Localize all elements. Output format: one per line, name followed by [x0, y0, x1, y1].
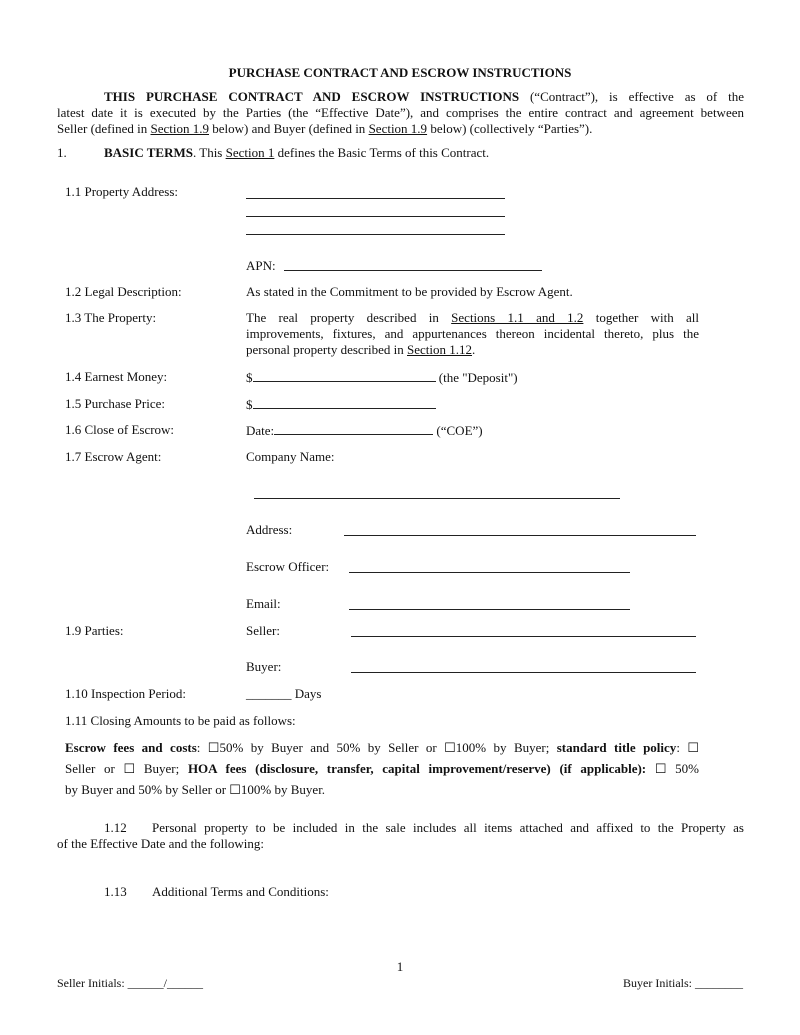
fees-line-2-a: Seller or ☐ Buyer;	[65, 761, 188, 776]
basic-terms-heading: BASIC TERMS	[104, 145, 193, 160]
the-property-line-3	[246, 342, 475, 358]
inspection-period-field	[246, 686, 321, 702]
earnest-money-blank[interactable]	[253, 369, 436, 382]
the-property-line-2: improvements, fixtures, and appurtenances thereon incidental thereto, plus the	[246, 326, 699, 341]
earnest-money-field	[246, 369, 518, 386]
sections-1-1-1-2-link: Sections 1.1 and 1.2	[451, 310, 584, 325]
apn-label: APN:	[246, 258, 276, 273]
item-1-12-line-2: of the Effective Date and the following:	[57, 836, 264, 851]
legal-description-value: As stated in the Commitment to be provided by Escrow Agent.	[246, 284, 573, 299]
escrow-fees-options: : ☐50% by Buyer and 50% by Seller or ☐100% by Buyer;	[196, 740, 557, 755]
title-policy-heading: standard title policy	[556, 740, 677, 755]
item-1-12-number: 1.12	[104, 820, 127, 835]
section-1-9-link-1: Section 1.9	[150, 121, 209, 136]
escrow-officer-line[interactable]	[349, 572, 630, 573]
email-label: Email:	[246, 596, 281, 611]
earnest-money-suffix: (the "Deposit")	[435, 370, 518, 385]
intro-line-1-rest: (“Contract”), is effective as of the	[519, 89, 744, 104]
coe-suffix: (“COE”)	[433, 423, 483, 438]
address-label: Address:	[246, 522, 293, 537]
coe-date-blank[interactable]	[274, 422, 433, 435]
document-title: PURCHASE CONTRACT AND ESCROW INSTRUCTIONS	[228, 65, 572, 80]
section-1-heading	[104, 145, 489, 161]
item-1-13-text: Additional Terms and Conditions:	[152, 884, 329, 899]
seller-label: Seller:	[246, 623, 280, 638]
the-property-line-1	[246, 310, 699, 326]
the-property-label: 1.3 The Property:	[65, 310, 157, 325]
inspection-period-label: 1.10 Inspection Period:	[65, 686, 186, 701]
seller-line[interactable]	[351, 636, 696, 637]
fees-line-1	[65, 740, 699, 756]
section-1-link: Section 1	[225, 145, 275, 160]
legal-description-label: 1.2 Legal Description:	[65, 284, 182, 299]
the-property-l3-b: .	[472, 342, 476, 357]
property-address-line-2[interactable]	[246, 216, 505, 217]
intro-lead: THIS PURCHASE CONTRACT AND ESCROW INSTRUCTIONS	[104, 89, 520, 104]
escrow-officer-label: Escrow Officer:	[246, 559, 330, 574]
close-of-escrow-label: 1.6 Close of Escrow:	[65, 422, 175, 437]
section-1-text-a: . This	[192, 145, 226, 160]
section-1-9-link-2: Section 1.9	[368, 121, 428, 136]
closing-amounts-label: 1.11 Closing Amounts to be paid as follows:	[65, 713, 296, 728]
page-number: 1	[396, 959, 404, 974]
escrow-agent-label: 1.7 Escrow Agent:	[65, 449, 162, 464]
property-address-line-3[interactable]	[246, 234, 505, 235]
intro-line-2: latest date it is executed by the Parties (the “Effective Date”), and comprises the entire contract and agreement between	[57, 105, 744, 120]
the-property-l1-b: together with all	[583, 310, 700, 325]
fees-line-2-tail: ☐ 50%	[646, 761, 699, 776]
buyer-line[interactable]	[351, 672, 696, 673]
close-of-escrow-field	[246, 422, 483, 439]
title-policy-tail: : ☐	[676, 740, 699, 755]
company-name-label: Company Name:	[246, 449, 335, 464]
buyer-initials[interactable]: Buyer Initials: ________	[623, 976, 743, 990]
purchase-price-blank[interactable]	[253, 396, 436, 409]
the-property-l3-a: personal property described in	[246, 342, 408, 357]
item-1-13-number: 1.13	[104, 884, 127, 899]
address-line[interactable]	[344, 535, 696, 536]
parties-label: 1.9 Parties:	[65, 623, 124, 638]
section-1-12-link: Section 1.12	[407, 342, 473, 357]
inspection-days-blank[interactable]: _______	[246, 686, 292, 701]
earnest-money-label: 1.4 Earnest Money:	[65, 369, 168, 384]
section-1-text-b: defines the Basic Terms of this Contract.	[274, 145, 490, 160]
item-1-12-line-1: Personal property to be included in the sale includes all items attached and affixed to the Property as	[152, 820, 744, 835]
section-1-number: 1.	[57, 145, 67, 160]
hoa-fees-heading: HOA fees (disclosure, transfer, capital improvement/reserve) (if applicable):	[187, 761, 647, 776]
escrow-fees-heading: Escrow fees and costs	[65, 740, 197, 755]
apn-line[interactable]	[284, 270, 542, 271]
fees-line-3: by Buyer and 50% by Seller or ☐100% by Buyer.	[65, 782, 326, 797]
purchase-price-field	[246, 396, 436, 413]
the-property-l1-a: The real property described in	[246, 310, 452, 325]
seller-initials[interactable]: Seller Initials: ______/______	[57, 976, 203, 990]
intro-line-1	[104, 89, 744, 105]
property-address-line-1[interactable]	[246, 198, 505, 199]
company-name-line[interactable]	[254, 498, 620, 499]
property-address-label: 1.1 Property Address:	[65, 184, 179, 199]
intro-line-3	[57, 121, 592, 137]
intro-line-3-c: below) (collectively “Parties”).	[427, 121, 593, 136]
intro-line-3-a: Seller (defined in	[57, 121, 151, 136]
email-line[interactable]	[349, 609, 630, 610]
earnest-money-dollar: $	[246, 370, 253, 385]
buyer-label: Buyer:	[246, 659, 282, 674]
intro-line-3-b: below) and Buyer (defined in	[209, 121, 369, 136]
inspection-days-suffix: Days	[291, 686, 322, 701]
coe-date-label: Date:	[246, 423, 275, 438]
purchase-price-label: 1.5 Purchase Price:	[65, 396, 166, 411]
fees-line-2	[65, 761, 699, 777]
purchase-price-dollar: $	[246, 397, 253, 412]
